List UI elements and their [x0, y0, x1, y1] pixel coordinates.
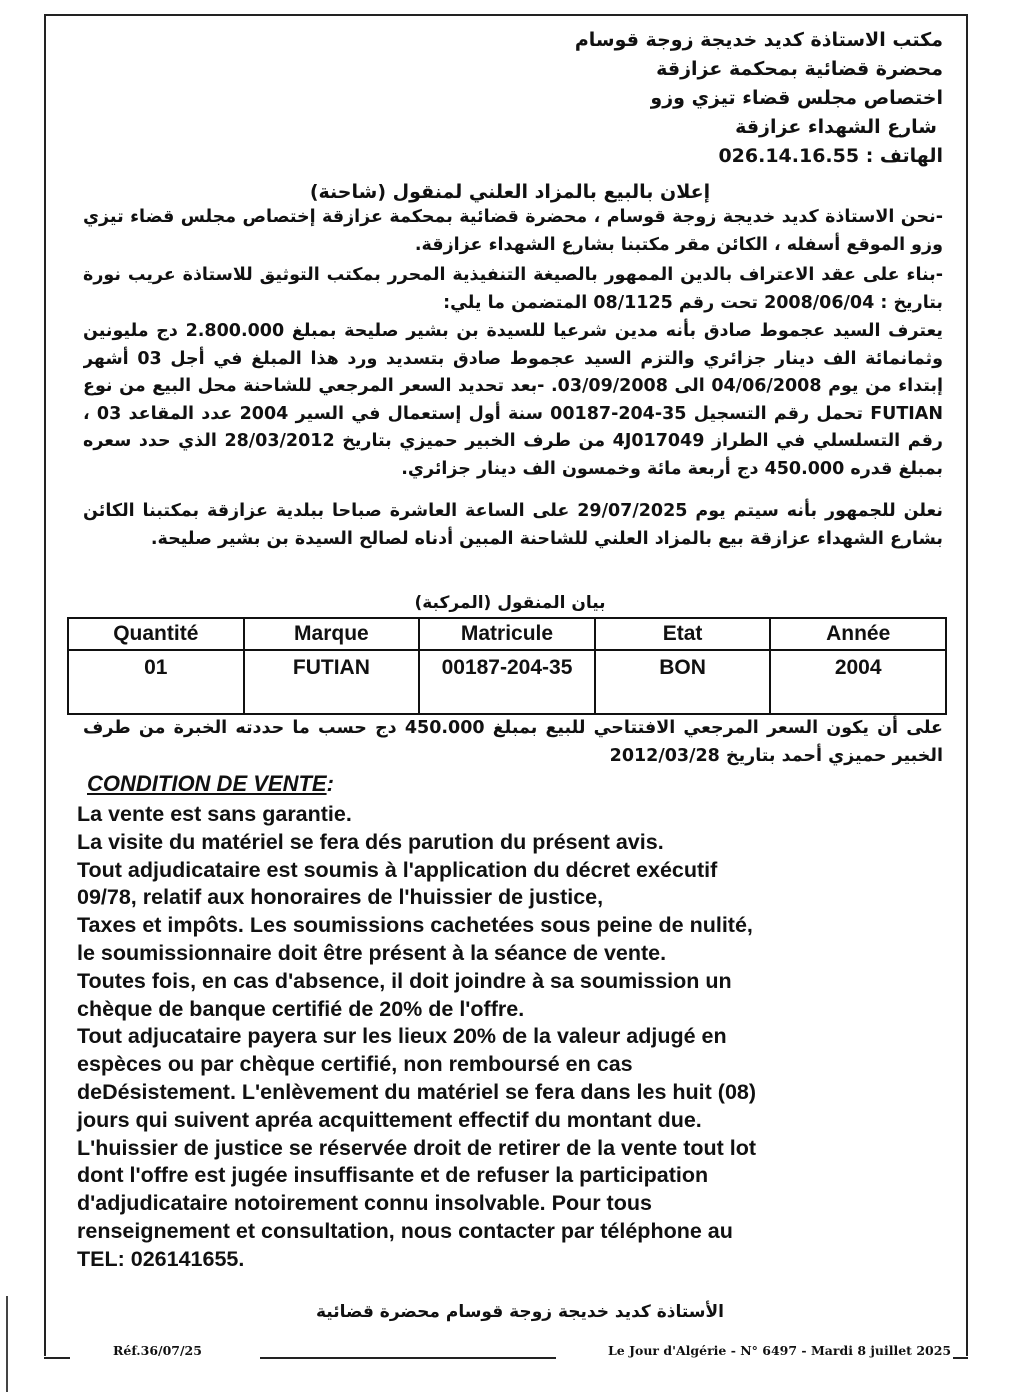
condition-line: chèque de banque certifié de 20% de l'offre.	[77, 996, 525, 1021]
table-header-row	[68, 618, 946, 650]
office-address: شارع الشهداء عزازقة	[735, 116, 937, 138]
condition-line: La vente est sans garantie.	[77, 802, 352, 826]
notice-title: إعلان بالبيع بالمزاد العلني لمنقول (شاحنة)	[309, 181, 711, 203]
condition-line: le soumissionnaire doit être présent à la séance de vente.	[77, 940, 667, 965]
border-bottom-segment	[44, 1357, 70, 1359]
condition-line: espèces ou par chèque certifié, non remboursé en cas	[77, 1052, 633, 1077]
vehicle-caption: بيان المنقول (المركبة)	[414, 593, 606, 613]
footer-publication: Le Jour d'Algérie - N° 6497 - Mardi 8 juillet 2025	[608, 1343, 952, 1358]
column-header-registration: Matricule	[419, 618, 595, 650]
cell-brand: FUTIAN	[244, 650, 420, 714]
condition-line: d'adjudicataire notoirement connu insolvable. Pour tous	[77, 1191, 652, 1216]
condition-line: Tout adjucataire payera sur les lieux 20% de la valeur adjugé en	[77, 1024, 727, 1049]
notice-paragraph-announcement: نعلن للجمهور بأنه سيتم يوم 29/07/2025 على الساعة العاشرة صباحا ببلدية عزازقة بمكتبنا الكائن بشارع الشهداء عزازقة بيع بالمزاد العلني للشاحنة المبين أدناه لصالح السيدة بن بشير صليحة.	[83, 501, 943, 549]
vehicle-table	[67, 617, 947, 715]
column-header-year: Année	[770, 618, 946, 650]
notice-paragraph-debt: يعترف السيد عجموط صادق بأنه مدين شرعيا للسيدة بن بشير صليحة بمبلغ 2.800.000 دج مليونين وثمانمائة الف دينار جزائري والتزم السيد عجموط صادق بتسديد ورد هذا المبلغ في أجل 03 أشهر إبتداء من يوم 04/06/2008 الى 03/09/2008. -بعد تحديد السعر المرجعي للشاحنة محل البيع من نوع FUTIAN تحمل رقم التسجيل 35-204-00187 سنة أول إستعمال في السير 2004 عدد المقاعد 03 ، رقم التسلسلي في الطراز 4J017049 من طرف الخبير حميزي بتاريخ 28/03/2012 الذي حدد سعره بمبلغ قدره 450.000 دج أربعة مائة وخمسون الف دينار جزائري.	[83, 321, 943, 479]
footer-reference: Réf.36/07/25	[113, 1343, 202, 1358]
condition-line: 09/78, relatif aux honoraires de l'huissier de justice,	[77, 885, 604, 910]
reference-price-paragraph: على أن يكون السعر المرجعي الافتتاحي للبيع بمبلغ 450.000 دج حسب ما حددته الخبرة من طرف الخبير حميزي أحمد بتاريخ 2012/03/28	[83, 718, 943, 766]
condition-line: renseignement et consultation, nous contacter par téléphone au	[77, 1218, 733, 1243]
office-phone: الهاتف : 026.14.16.55	[718, 145, 943, 167]
cell-year: 2004	[770, 650, 946, 714]
conditions-title-colon: :	[326, 771, 334, 796]
condition-line: dont l'offre est jugée insuffisante et de refuser la participation	[77, 1163, 709, 1188]
condition-line: Toutes fois, en cas d'absence, il doit joindre à sa soumission un	[77, 968, 732, 993]
notice-paragraph-identity: -نحن الاستاذة كديد خديجة زوجة قوسام ، محضرة قضائية بمحكمة عزازقة إختصاص مجلس قضاء تيزي وزو الموقع أسفله ، الكائن مقر مكتبنا بشارع الشهداء عزازقة.	[83, 207, 943, 255]
condition-line: Taxes et impôts. Les soumissions cachetées sous peine de nulité,	[77, 913, 753, 938]
condition-line: deDésistement. L'enlèvement du matériel se fera dans les huit (08)	[77, 1079, 757, 1104]
office-court: محضرة قضائية بمحكمة عزازقة	[656, 58, 943, 80]
office-name: مكتب الاستاذة كديد خديجة زوجة قوسام	[574, 29, 943, 51]
scan-edge-mark	[6, 1296, 8, 1392]
notice-paragraph-basis: -بناء على عقد الاعتراف بالدين الممهور بالصيغة التنفيذية المحرر بمكتب التوثيق للاستاذة عريب نورة بتاريخ : 2008/06/04 تحت رقم 08/1125 المتضمن ما يلي:	[83, 265, 943, 313]
table-row	[68, 650, 946, 714]
cell-condition: BON	[595, 650, 771, 714]
column-header-condition: Etat	[595, 618, 771, 650]
condition-line: La visite du matériel se fera dés parution du présent avis.	[77, 829, 664, 854]
condition-line: jours qui suivent apréa acquittement effectif du montant due.	[77, 1107, 702, 1132]
cell-registration: 00187-204-35	[419, 650, 595, 714]
conditions-title-text: CONDITION DE VENTE	[87, 771, 327, 796]
column-header-brand: Marque	[244, 618, 420, 650]
condition-line: Tout adjudicataire est soumis à l'application du décret exécutif	[77, 857, 718, 882]
conditions-list	[77, 801, 937, 1274]
border-bottom-segment	[953, 1357, 968, 1359]
cell-quantity: 01	[68, 650, 244, 714]
office-jurisdiction: اختصاص مجلس قضاء تيزي وزو	[650, 87, 943, 109]
conditions-title	[87, 770, 334, 798]
signature-line: الأستاذة كديد خديجة زوجة قوسام محضرة قضائية	[315, 1302, 725, 1322]
column-header-quantity: Quantité	[68, 618, 244, 650]
condition-line: L'huissier de justice se réservée droit de retirer de la vente tout lot	[77, 1135, 757, 1160]
condition-line: TEL: 026141655.	[77, 1246, 245, 1271]
border-bottom-segment	[260, 1357, 556, 1359]
